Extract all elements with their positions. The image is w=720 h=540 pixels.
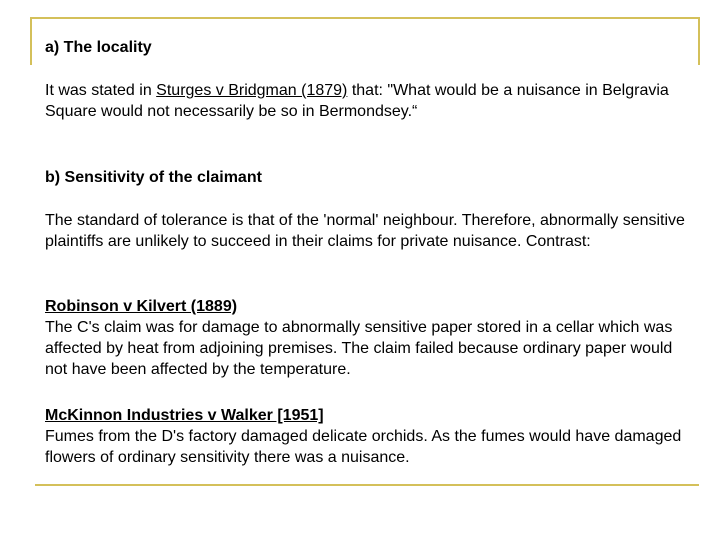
section-a-paragraph — [45, 80, 685, 122]
frame-bottom-line — [35, 484, 699, 486]
section-b-paragraph: The standard of tolerance is that of the 'normal' neighbour. Therefore, abnormally sensitive plaintiffs are unlikely to succeed in their claims for private nuisance. Contrast: — [45, 212, 685, 250]
frame-right-line — [698, 17, 700, 65]
frame-left-line — [30, 17, 32, 65]
section-b-heading: b) Sensitivity of the claimant — [45, 169, 262, 186]
mckinnon-case-title: McKinnon Industries v Walker [1951] — [45, 407, 324, 424]
mckinnon-case-text: Fumes from the D's factory damaged delicate orchids. As the fumes would have damaged flowers of ordinary sensitivity there was a nuisance. — [45, 428, 682, 466]
sturges-case-reference: Sturges v Bridgman (1879) — [156, 82, 348, 99]
section-a-heading: a) The locality — [45, 39, 152, 56]
section-a-text-before: It was stated in — [45, 82, 157, 99]
frame-top-line — [30, 17, 700, 19]
robinson-case-text: The C's claim was for damage to abnormally sensitive paper stored in a cellar which was affected by heat from adjoining premises. The claim failed because ordinary paper would not have been affected by the temperature. — [45, 319, 673, 378]
section-a-text-after: that: "What would be a nuisance in Belgravia Square would not necessarily be so in Bermondsey.“ — [45, 82, 669, 120]
robinson-case-title: Robinson v Kilvert (1889) — [45, 298, 238, 315]
